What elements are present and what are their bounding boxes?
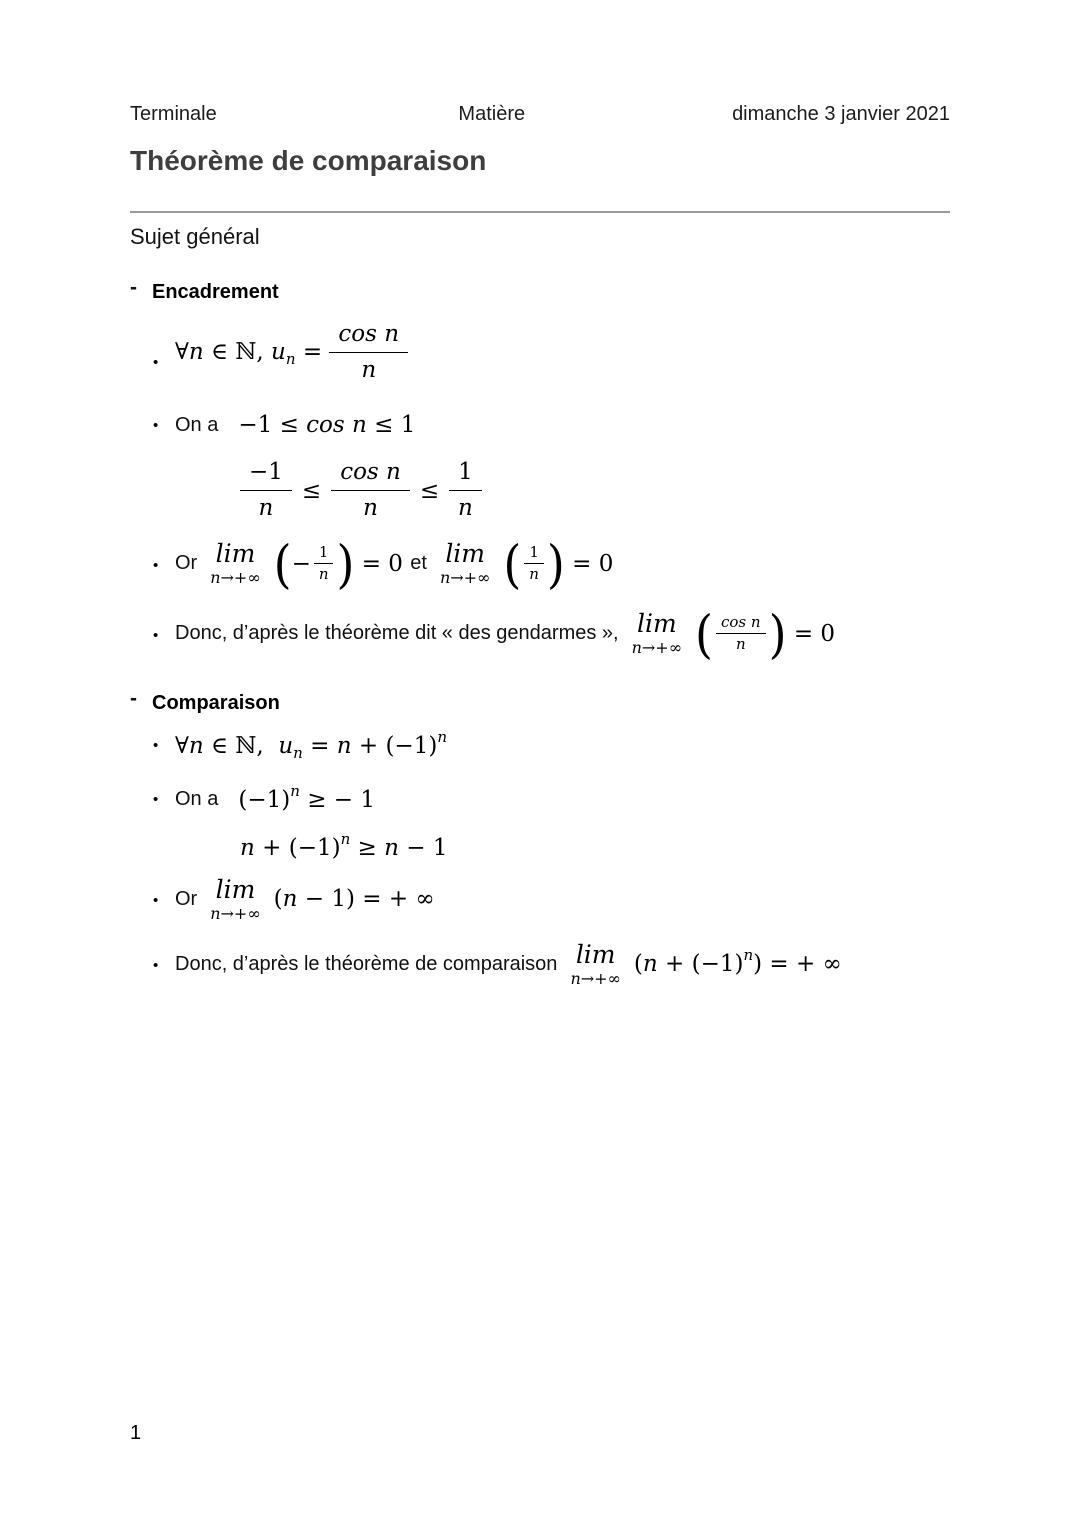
text-or: Or	[175, 552, 198, 575]
left-paren: (	[273, 533, 292, 595]
small-fraction-one-over-n	[314, 543, 334, 585]
math-var-u: u	[278, 732, 294, 759]
math-equals-zero: = 0	[564, 550, 614, 577]
math-le: ≤	[419, 477, 440, 504]
math-in-naturals: ∈ ℕ,	[203, 339, 272, 366]
bullet-icon: •	[153, 891, 159, 909]
math-ge: ≥	[350, 834, 385, 861]
math-line-definition-un-comparaison	[130, 727, 950, 762]
small-fraction-cos-n-over-n	[716, 613, 766, 655]
section-encadrement-heading	[130, 275, 950, 304]
math-superscript-n: n	[290, 781, 300, 800]
math-minus-one-le: −1 ≤	[238, 412, 307, 439]
math-minus-one: − 1	[398, 834, 448, 861]
fraction-numerator: 1	[314, 543, 334, 565]
right-paren: )	[546, 533, 565, 595]
fraction-numerator: cos n	[716, 613, 766, 635]
subject-heading: Sujet général	[130, 223, 260, 249]
limit-label: lim	[575, 939, 616, 969]
math-var-n: n	[642, 951, 658, 978]
bullet-icon: •	[153, 416, 159, 434]
limit-label: lim	[215, 539, 256, 569]
bullet-icon: •	[153, 556, 159, 574]
math-forall: ∀	[175, 732, 189, 759]
fraction-numerator: −1	[240, 458, 292, 491]
bullet-icon: •	[153, 791, 159, 809]
math-plus-minus-one: + (−1)	[351, 732, 438, 759]
fraction-denominator: n	[361, 356, 377, 383]
math-var-u: u	[271, 339, 286, 366]
text-or: Or	[175, 887, 198, 910]
fraction-numerator: cos n	[331, 458, 410, 491]
bullet-icon: •	[153, 737, 159, 755]
fraction-one-over-n	[449, 458, 482, 523]
math-line-squeeze-inequality	[240, 458, 950, 523]
bullet-icon: •	[153, 956, 159, 974]
left-paren: (	[633, 951, 643, 978]
dash-bullet-icon: -	[130, 686, 137, 710]
math-in-naturals: ∈ ℕ,	[203, 732, 279, 759]
fraction-denominator: n	[363, 495, 378, 522]
header-subject: Matière	[458, 103, 526, 125]
math-var-n: n	[240, 834, 255, 861]
math-line-comparaison-conclusion	[130, 939, 950, 988]
section-comparaison-heading	[130, 686, 950, 715]
text-on-a: On a	[175, 413, 219, 436]
bullet-icon: •	[153, 626, 159, 644]
divider	[130, 211, 950, 213]
left-paren: (	[695, 603, 713, 665]
fraction-denominator: n	[458, 495, 473, 522]
math-var-n: n	[188, 339, 204, 366]
math-cos-n: cos n	[306, 412, 367, 439]
math-plus-minus-one: + (−1)	[254, 834, 341, 861]
text-et: et	[410, 552, 427, 575]
math-line-gendarmes-conclusion	[130, 603, 950, 665]
fraction-numerator: 1	[524, 543, 544, 565]
math-subscript-n: n	[285, 350, 296, 369]
math-le: ≤	[301, 477, 322, 504]
math-superscript-n: n	[437, 727, 447, 746]
fraction-cos-n-over-n	[329, 320, 408, 385]
math-var-n: n	[188, 732, 204, 759]
left-paren: (	[503, 533, 522, 595]
right-paren: )	[768, 603, 787, 665]
page-title: Théorème de comparaison	[130, 145, 487, 176]
limit-operator	[210, 874, 261, 923]
fraction-numerator: cos n	[329, 320, 408, 353]
math-line-minus-one-power-bound	[130, 781, 950, 813]
limit-subscript: n→+∞	[631, 638, 683, 658]
math-le-one: ≤ 1	[366, 412, 416, 439]
heading-encadrement: Encadrement	[152, 280, 279, 303]
limit-subscript: n→+∞	[210, 568, 261, 588]
math-equals: =	[295, 339, 330, 366]
limit-subscript: n→+∞	[439, 568, 491, 588]
math-line-definition-un	[130, 320, 950, 385]
text-on-a: On a	[175, 788, 219, 811]
header-class-level: Terminale	[130, 103, 217, 125]
fraction-cos-n-over-n	[331, 458, 410, 523]
math-line-cos-bounds	[130, 412, 950, 438]
math-line-limit-n-minus-one	[130, 874, 950, 923]
bullet-icon: •	[153, 354, 159, 372]
document-header	[130, 102, 950, 126]
fraction-denominator: n	[318, 565, 329, 584]
math-minus-one-paren: (−1)	[238, 786, 291, 813]
limit-operator	[210, 541, 260, 586]
math-equals-zero: = 0	[354, 550, 411, 577]
math-var-n: n	[384, 834, 399, 861]
header-date: dimanche 3 janvier 2021	[732, 103, 950, 125]
math-var-n: n	[336, 732, 352, 759]
math-line-n-plus-bound	[240, 829, 950, 861]
math-plus-minus-one: + (−1)	[657, 951, 744, 978]
left-paren: (	[273, 886, 283, 913]
math-forall: ∀	[175, 339, 189, 366]
math-minus: −	[291, 550, 311, 577]
page-number: 1	[130, 1422, 142, 1444]
fraction-numerator: 1	[449, 458, 482, 491]
fraction-denominator: n	[529, 565, 539, 584]
math-equals-zero: = 0	[786, 620, 836, 647]
dash-bullet-icon: -	[130, 275, 137, 299]
limit-operator	[570, 939, 621, 988]
limit-operator	[632, 611, 682, 656]
math-equals-plus-infinity: − 1) = + ∞	[297, 886, 435, 913]
limit-subscript: n→+∞	[570, 968, 621, 988]
fraction-denominator: n	[258, 495, 274, 522]
math-superscript-n: n	[743, 946, 754, 965]
math-var-n: n	[282, 886, 298, 913]
limit-subscript: n→+∞	[210, 903, 261, 923]
math-line-limits-zero	[130, 533, 950, 595]
math-equals-plus-infinity: ) = + ∞	[753, 951, 842, 978]
text-donc-gendarmes: Donc, d’après le théorème dit « des gendarmes »,	[175, 622, 619, 645]
limit-label: lim	[215, 874, 256, 904]
fraction-denominator: n	[735, 635, 746, 654]
text-donc-comparaison: Donc, d’après le théorème de comparaison	[175, 952, 558, 975]
heading-comparaison: Comparaison	[152, 691, 280, 714]
math-equals: =	[302, 732, 337, 759]
limit-label: lim	[445, 539, 486, 569]
right-paren: )	[336, 533, 355, 595]
math-subscript-n: n	[293, 743, 303, 762]
limit-label: lim	[636, 609, 677, 639]
fraction-minus-one-over-n	[240, 458, 292, 523]
math-ge-minus-one: ≥ − 1	[299, 786, 375, 813]
math-superscript-n: n	[340, 829, 351, 848]
limit-operator	[440, 541, 490, 586]
small-fraction-one-over-n	[524, 543, 544, 585]
